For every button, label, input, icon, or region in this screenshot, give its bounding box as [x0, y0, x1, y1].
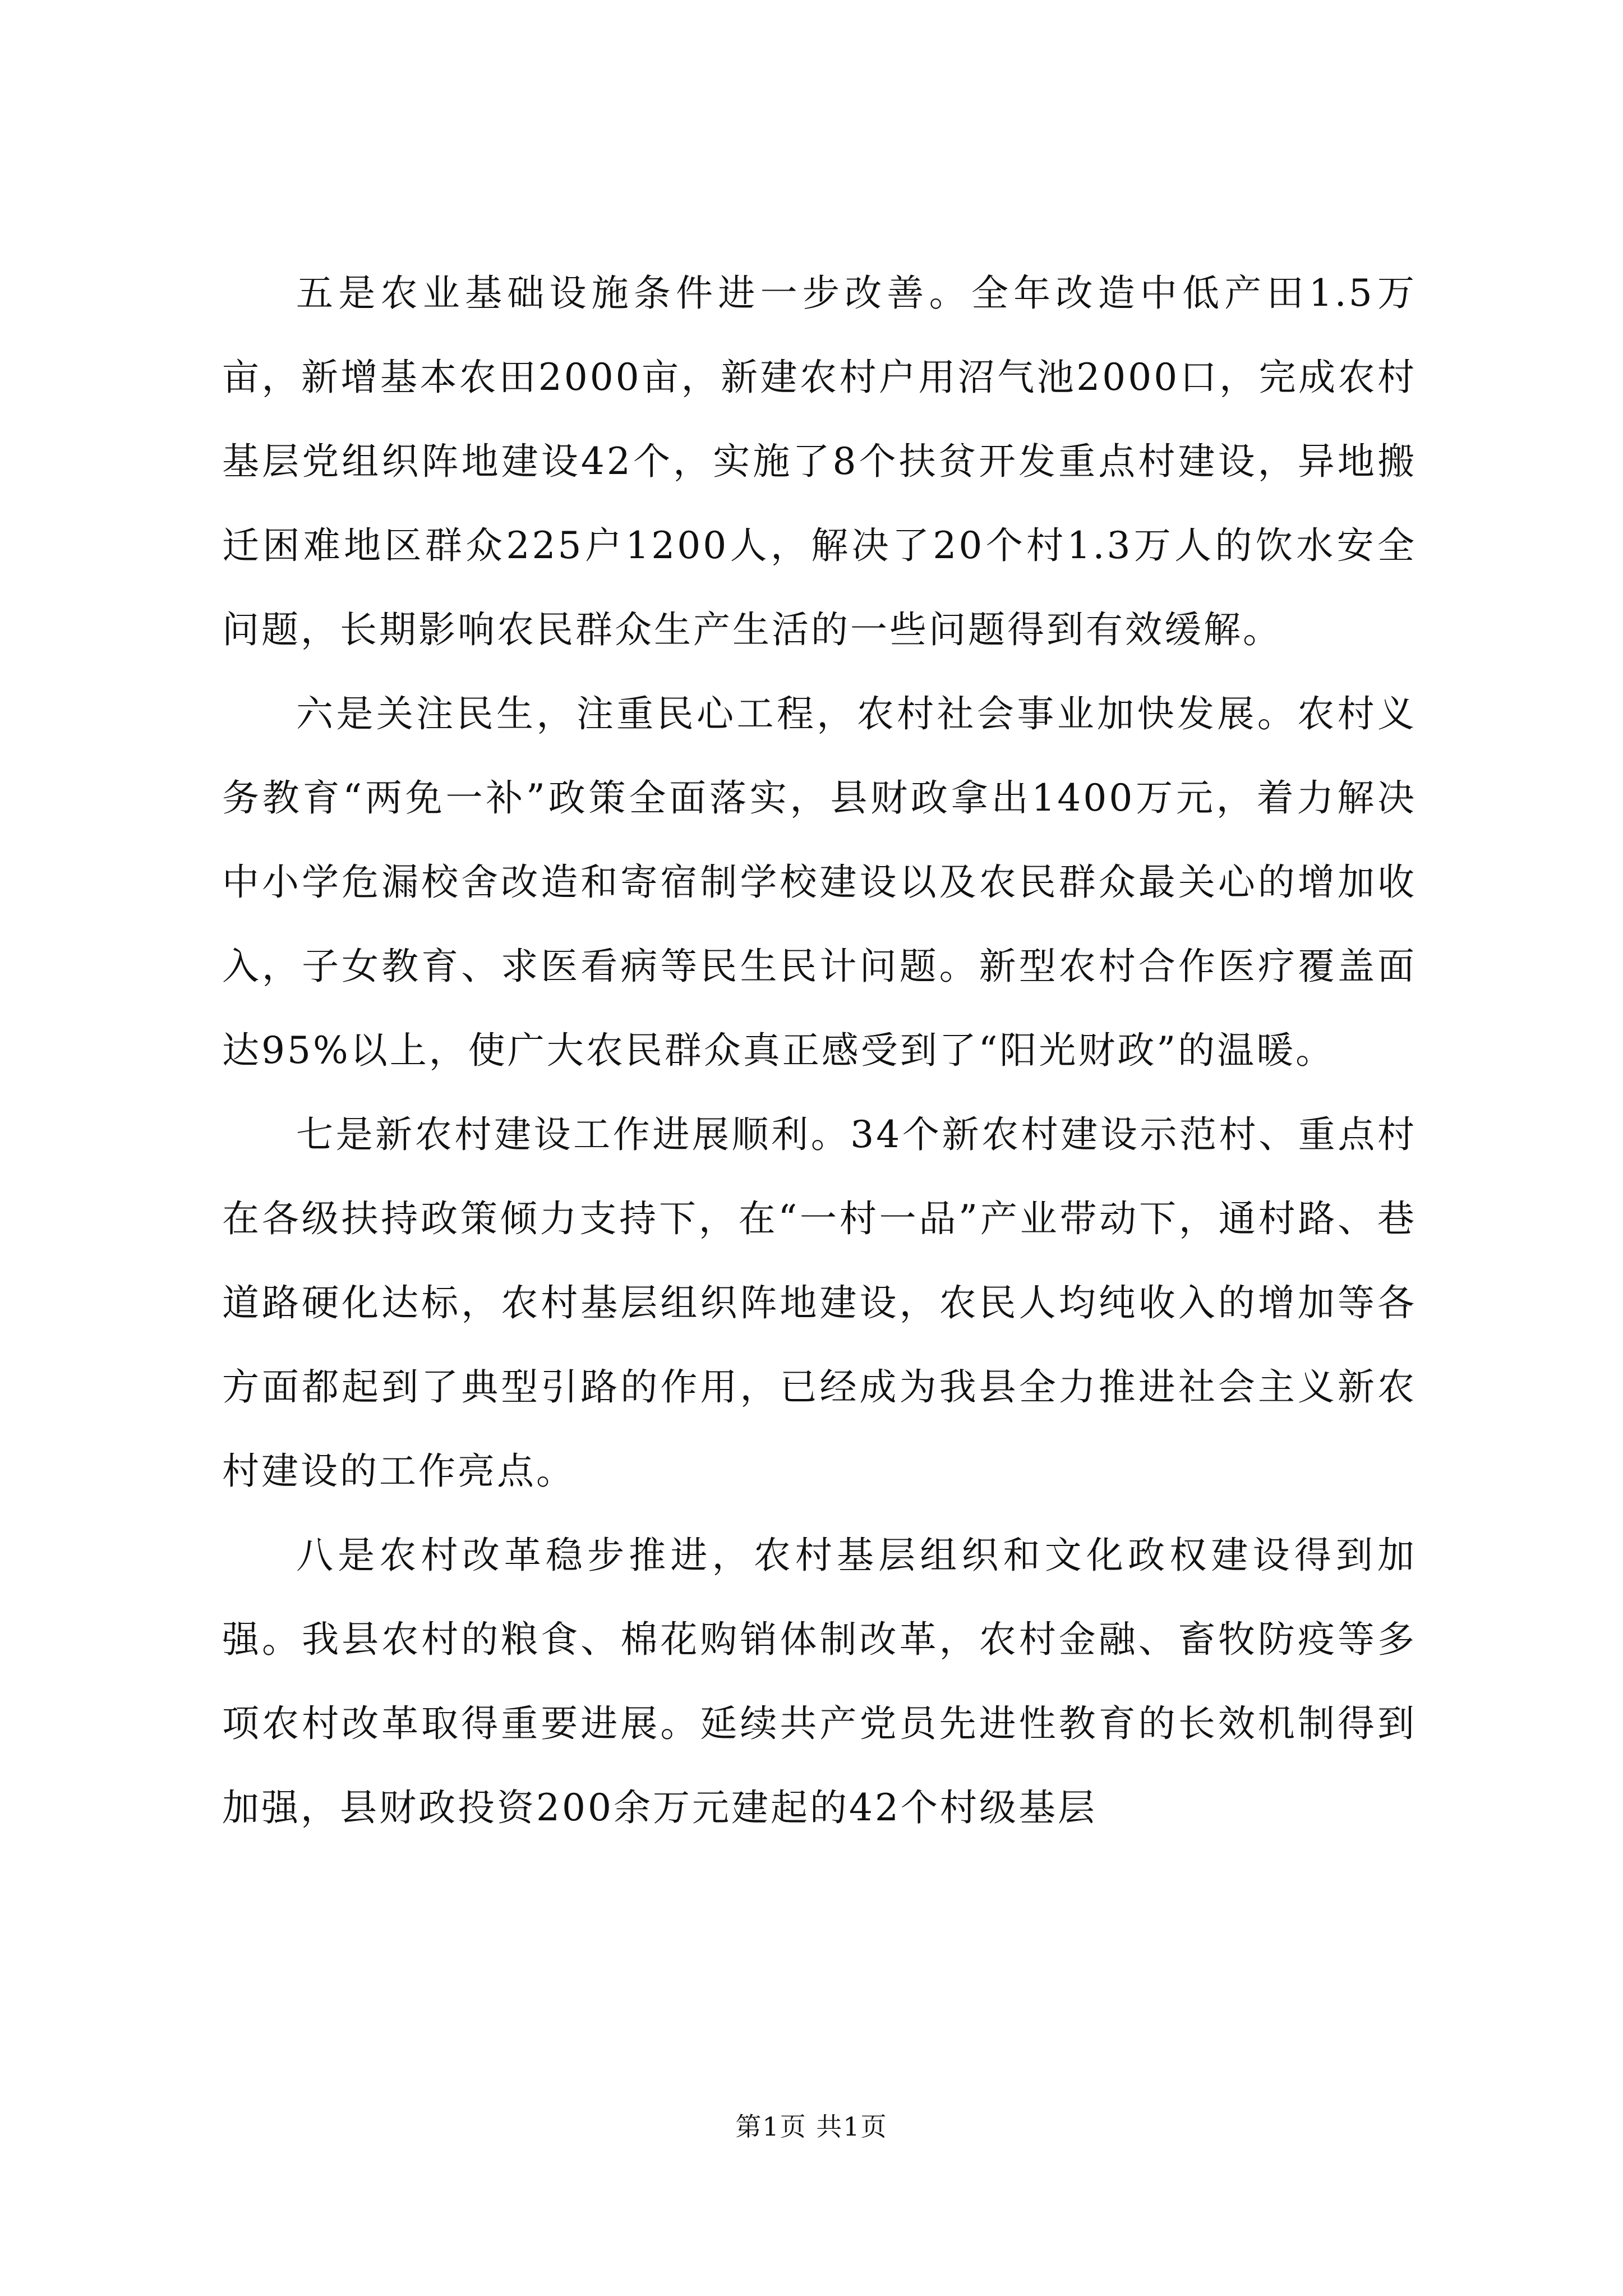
page-number-footer: 第1页 共1页: [735, 2111, 888, 2142]
paragraph-5-agriculture-infrastructure: 五是农业基础设施条件进一步改善。全年改造中低产田1.5万亩，新增基本农田2000亩，新建农村户用沼气池2000口，完成农村基层党组织阵地建设42个，实施了8个扶贫开发重点村建设，异地搬迁困难地区群众225户1200人，解决了20个村1.3万人的饮水安全问题，长期影响农民群众生产生活的一些问题得到有效缓解。: [222, 272, 1417, 651]
document-body: [222, 251, 1417, 1850]
paragraph-7-new-countryside: 七是新农村建设工作进展顺利。34个新农村建设示范村、重点村在各级扶持政策倾力支持下，在“一村一品”产业带动下，通村路、巷道路硬化达标，农村基层组织阵地建设，农民人均纯收入的增加等各方面都起到了典型引路的作用，已经成为我县全力推进社会主义新农村建设的工作亮点。: [222, 1113, 1417, 1493]
paragraph-6-livelihood: 六是关注民生，注重民心工程，农村社会事业加快发展。农村义务教育“两免一补”政策全面落实，县财政拿出1400万元，着力解决中小学危漏校舍改造和寄宿制学校建设以及农民群众最关心的增加收入，子女教育、求医看病等民生民计问题。新型农村合作医疗覆盖面达95%以上，使广大农民群众真正感受到了“阳光财政”的温暖。: [222, 692, 1417, 1072]
paragraph-8-rural-reform: 八是农村改革稳步推进，农村基层组织和文化政权建设得到加强。我县农村的粮食、棉花购销体制改革，农村金融、畜牧防疫等多项农村改革取得重要进展。延续共产党员先进性教育的长效机制得到加强，县财政投资200余万元建起的42个村级基层: [222, 1534, 1417, 1829]
